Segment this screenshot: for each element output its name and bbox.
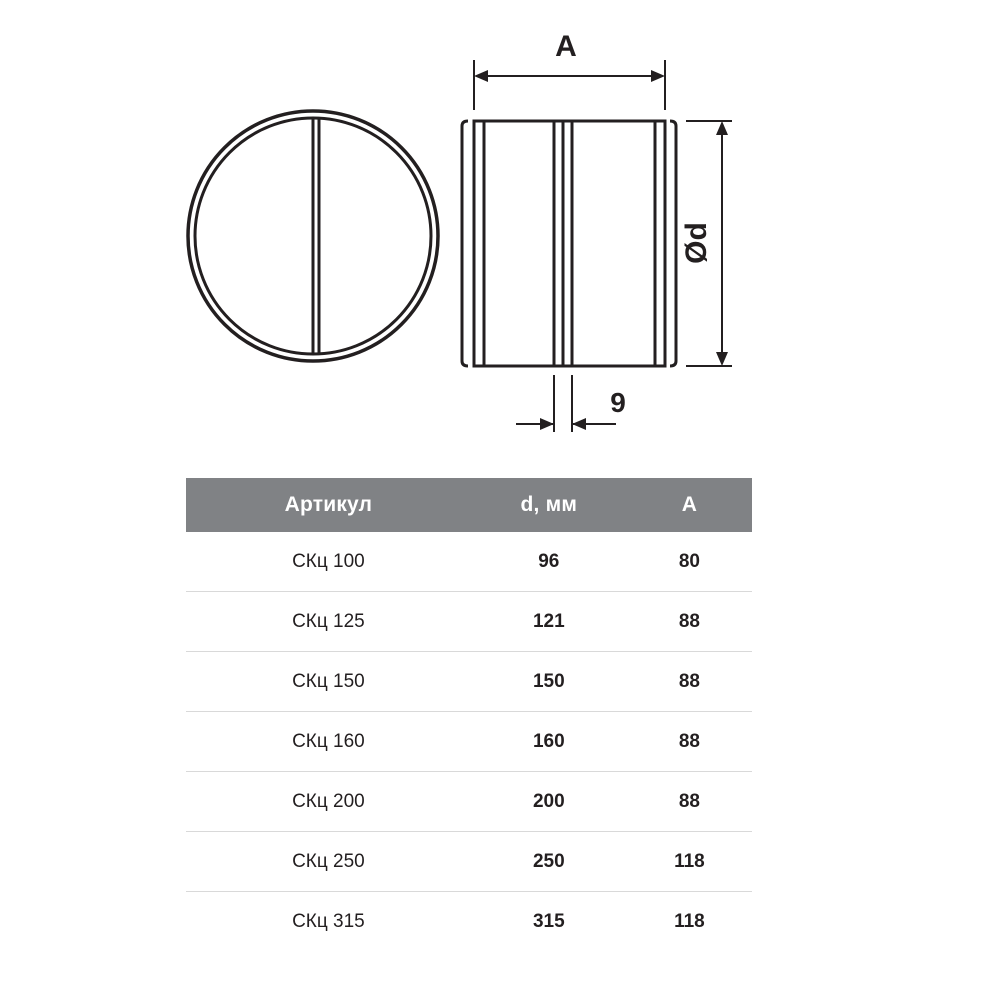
cell-length: 88 bbox=[627, 712, 752, 772]
cell-length: 118 bbox=[627, 832, 752, 892]
table-row bbox=[186, 892, 752, 952]
cell-length: 88 bbox=[627, 772, 752, 832]
specification-table bbox=[186, 478, 752, 951]
cell-diameter: 121 bbox=[471, 592, 627, 652]
column-header-article: Артикул bbox=[186, 478, 471, 532]
cell-diameter: 315 bbox=[532, 910, 565, 932]
table-row bbox=[186, 652, 752, 712]
cell-diameter: 96 bbox=[471, 532, 627, 592]
cell-article: СКц 200 bbox=[186, 772, 471, 832]
cell-article: СКц 150 bbox=[186, 652, 471, 712]
cell-diameter: 200 bbox=[471, 772, 627, 832]
cell-length: 88 bbox=[627, 652, 752, 712]
table-row bbox=[186, 832, 752, 892]
cell-article: СКц 315 bbox=[292, 910, 365, 932]
cell-article: СКц 250 bbox=[186, 832, 471, 892]
table-body bbox=[186, 532, 752, 951]
column-header-diameter: d, мм bbox=[471, 478, 627, 532]
pipe-side-view-icon bbox=[462, 121, 676, 366]
cell-article: СКц 125 bbox=[186, 592, 471, 652]
dimension-a-label: A bbox=[555, 30, 577, 63]
dimension-9-label: 9 bbox=[610, 387, 626, 418]
table-header-row bbox=[186, 478, 752, 532]
cell-article: СКц 160 bbox=[186, 712, 471, 772]
product-technical-drawing bbox=[0, 0, 1000, 470]
cell-diameter: 250 bbox=[471, 832, 627, 892]
dimension-d-label: Ød bbox=[680, 222, 713, 264]
cell-article: СКц 100 bbox=[186, 532, 471, 592]
dimension-9 bbox=[516, 375, 616, 432]
specification-table-wrapper bbox=[186, 478, 752, 951]
table-row bbox=[186, 772, 752, 832]
cell-length: 88 bbox=[627, 592, 752, 652]
table-row bbox=[186, 712, 752, 772]
table-row bbox=[186, 592, 752, 652]
cell-diameter: 160 bbox=[471, 712, 627, 772]
cell-length: 118 bbox=[674, 910, 705, 932]
cell-length: 80 bbox=[627, 532, 752, 592]
table-header bbox=[186, 478, 752, 532]
column-header-length: A bbox=[627, 478, 752, 532]
pipe-front-view-icon bbox=[188, 111, 438, 361]
table-row bbox=[186, 532, 752, 592]
cell-diameter: 150 bbox=[471, 652, 627, 712]
dimension-a bbox=[474, 60, 665, 110]
